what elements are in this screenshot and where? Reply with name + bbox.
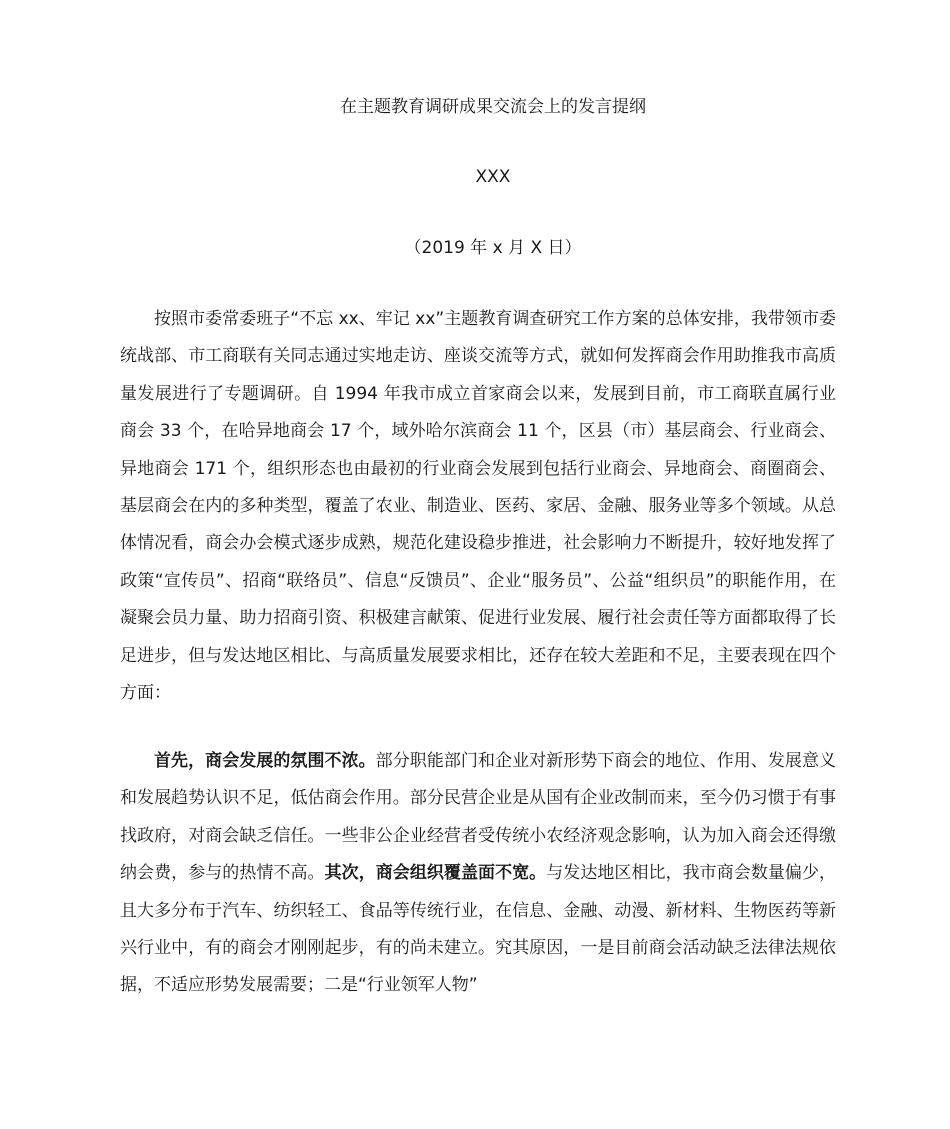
- document-author: XXX: [475, 167, 511, 187]
- heading-first-point: 首先，商会发展的氛围不浓。: [154, 751, 376, 771]
- second-point-text: 与发达地区相比，我市商会数量偏少，且大多分布于汽车、纺织轻工、食品等传统行业，在信息、金融、动漫、新材料、生物医药等新兴行业中，有的商会才刚刚起步，有的尚未建立。究其原因，一是目前商会活动缺乏法律法规依据，不适应形势发展需要；二是“行业领军人物”: [120, 863, 837, 996]
- document-title: 在主题教育调研成果交流会上的发言提纲: [340, 97, 646, 117]
- heading-second-point: 其次，商会组织覆盖面不宽。: [324, 863, 547, 884]
- paragraph-intro: 按照市委常委班子“不忘 xx、牢记 xx”主题教育调查研究工作方案的总体安排，我带领市委统战部、市工商联有关同志通过实地走访、座谈交流等方式，就如何发挥商会作用助推我市高质量发展进行了专题调研。自 1994 年我市成立首家商会以来，发展到目前，市工商联直属行业商会 33 个，在哈异地商会 17 个，域外哈尔滨商会 11 个，区县（市）基层商会、行业商会、异地商会 171 个，组织形态也由最初的行业商会发展到包括行业商会、异地商会、商圈商会、基层商会在内的多种类型，覆盖了农业、制造业、医药、家居、金融、服务业等多个领域。从总体情况看，商会办会模式逐步成熟，规范化建设稳步推进，社会影响力不断提升，较好地发挥了政策“宣传员”、招商“联络员”、信息“反馈员”、企业“服务员”、公益“组织员”的职能作用，在凝聚会员力量、助力招商引资、积极建言献策、促进行业发展、履行社会责任等方面都取得了长足进步，但与发达地区相比、与高质量发展要求相比，还存在较大差距和不足，主要表现在四个方面：: [120, 309, 836, 704]
- paragraph-problems: [120, 743, 836, 1005]
- document-date: （2019 年 x 月 X 日）: [404, 238, 582, 258]
- first-point-text: 部分职能部门和企业对新形势下商会的地位、作用、发展意义和发展趋势认识不足，低估商会作用。部分民营企业是从国有企业改制而来，至今仍习惯于有事找政府，对商会缺乏信任。一些非公企业经营者受传统小农经济观念影响，认为加入商会还得缴纳会费，参与的热情不高。: [120, 751, 837, 884]
